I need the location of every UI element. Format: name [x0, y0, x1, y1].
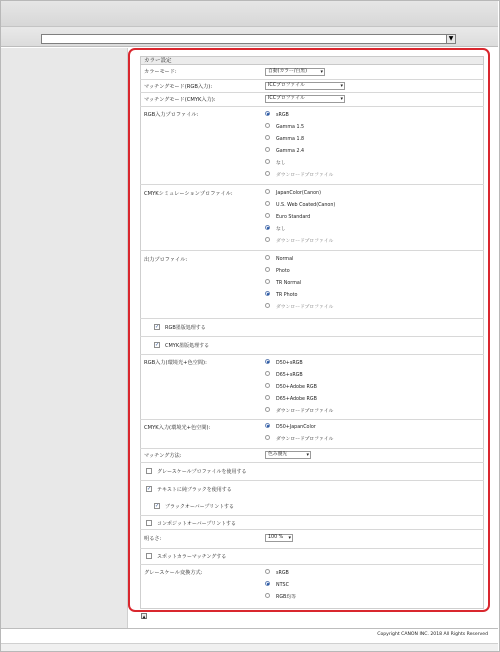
radio-option[interactable]: D65+Adobe RGB: [265, 396, 317, 403]
cmyk-sim-label: CMYKシミュレーションプロファイル:: [144, 191, 233, 197]
row-output-profile: [140, 250, 484, 314]
radio-icon: [265, 255, 270, 260]
radio-selected-icon: [265, 581, 270, 586]
row-cmyk-simulation: [140, 184, 484, 248]
matching-method-value: 色み優先: [268, 452, 288, 457]
radio-icon: [265, 267, 270, 272]
matching-cmyk-label: マッチングモード(CMYK入力):: [144, 97, 216, 103]
rgb-pure-black-checkbox[interactable]: ✓: [155, 324, 160, 330]
cmyk-input-env-label: CMYK入力(環境光+色空間):: [144, 425, 211, 431]
radio-option[interactable]: ダウンロードプロファイル: [265, 436, 333, 443]
radio-icon: [265, 383, 270, 388]
radio-option[interactable]: D50+Adobe RGB: [265, 384, 317, 391]
matching-rgb-label: マッチングモード(RGB入力):: [144, 84, 213, 90]
radio-option[interactable]: U.S. Web Coated(Canon): [265, 202, 335, 209]
radio-option[interactable]: ダウンロードプロファイル: [265, 238, 333, 245]
radio-option[interactable]: Gamma 2.4: [265, 148, 304, 155]
title-bar: [1, 1, 498, 27]
pure-black-text-label: テキストに純ブラックを使用する: [157, 487, 232, 493]
row-rgb-input-env: [140, 354, 484, 418]
radio-option[interactable]: なし: [265, 160, 286, 167]
row-matching-rgb: [140, 79, 484, 91]
radio-icon: [265, 303, 270, 308]
row-brightness: [140, 529, 484, 547]
radio-option[interactable]: ダウンロードプロファイル: [265, 172, 333, 179]
row-rgb-pure-black: [140, 318, 484, 335]
radio-icon: [265, 189, 270, 194]
row-spot-color: [140, 548, 484, 563]
row-pure-black-text: [140, 480, 484, 514]
status-bar: [1, 643, 498, 651]
radio-icon: [265, 171, 270, 176]
radio-option[interactable]: Gamma 1.5: [265, 124, 304, 131]
matching-cmyk-value: ICCプロファイル: [268, 96, 305, 101]
grayscale-profile-label: グレースケールプロファイルを使用する: [157, 469, 247, 475]
black-overprint-checkbox[interactable]: ✓: [155, 503, 160, 509]
radio-icon: [265, 123, 270, 128]
row-color-mode: [140, 66, 484, 78]
color-mode-value: 自動(カラー/白黒): [268, 69, 307, 74]
spot-color-label: スポットカラーマッチングする: [157, 554, 227, 560]
matching-method-label: マッチング方法:: [144, 453, 182, 459]
radio-option[interactable]: sRGB: [265, 112, 289, 119]
radio-icon: [265, 279, 270, 284]
radio-option[interactable]: TR Normal: [265, 280, 301, 287]
color-settings-panel: [128, 48, 490, 612]
radio-selected-icon: [265, 423, 270, 428]
black-overprint-label: ブラックオーバープリントする: [165, 504, 235, 510]
radio-option[interactable]: ダウンロードプロファイル: [265, 304, 333, 311]
spot-color-checkbox[interactable]: [146, 553, 152, 559]
matching-rgb-select[interactable]: [265, 82, 345, 90]
output-profile-label: 出力プロファイル:: [144, 257, 188, 263]
rgb-pure-black-label: RGB墨版処理する: [165, 325, 206, 331]
radio-option[interactable]: Normal: [265, 256, 293, 263]
radio-icon: [265, 213, 270, 218]
radio-option[interactable]: ダウンロードプロファイル: [265, 408, 333, 415]
copyright-text: Copyright CANON INC. 2018 All Rights Reserved: [377, 632, 488, 637]
radio-icon: [265, 371, 270, 376]
row-matching-method: [140, 448, 484, 461]
radio-option[interactable]: JapanColor(Canon): [265, 190, 321, 197]
grayscale-conversion-label: グレースケール変換方式:: [144, 570, 203, 576]
rgb-input-env-label: RGB入力(環境光+色空間):: [144, 360, 207, 366]
radio-option[interactable]: Euro Standard: [265, 214, 310, 221]
group-title: カラー設定: [140, 56, 484, 65]
radio-selected-icon: [265, 291, 270, 296]
pure-black-text-checkbox[interactable]: ✓: [147, 486, 152, 492]
radio-icon: [265, 569, 270, 574]
matching-rgb-value: ICCプロファイル: [268, 83, 305, 88]
footer: [1, 628, 498, 643]
radio-option[interactable]: Gamma 1.8: [265, 136, 304, 143]
radio-selected-icon: [265, 359, 270, 364]
radio-icon: [265, 159, 270, 164]
cmyk-pure-black-label: CMYK墨版処理する: [165, 343, 210, 349]
composite-overprint-label: コンポジットオーバープリントする: [157, 521, 237, 527]
row-cmyk-input-env: [140, 419, 484, 446]
grayscale-profile-checkbox[interactable]: [146, 468, 152, 474]
left-navigation-pane: [1, 48, 128, 628]
address-combo[interactable]: [41, 34, 456, 44]
radio-option[interactable]: RGB均等: [265, 594, 296, 601]
chevron-down-icon: ▾: [340, 96, 343, 102]
radio-option[interactable]: NTSC: [265, 582, 289, 589]
composite-overprint-checkbox[interactable]: [146, 520, 152, 526]
radio-option[interactable]: D65+sRGB: [265, 372, 303, 379]
radio-option[interactable]: D50+sRGB: [265, 360, 303, 367]
row-composite-overprint: [140, 515, 484, 528]
chevron-down-icon: ▾: [340, 83, 343, 89]
brightness-select[interactable]: [265, 534, 293, 542]
radio-icon: [265, 395, 270, 400]
radio-icon: [265, 135, 270, 140]
radio-option[interactable]: D50+JapanColor: [265, 424, 316, 431]
scroll-to-top-icon[interactable]: ▲: [142, 614, 146, 619]
radio-option[interactable]: Photo: [265, 268, 290, 275]
radio-selected-icon: [265, 225, 270, 230]
radio-icon: [265, 407, 270, 412]
brightness-label: 明るさ:: [144, 536, 162, 542]
chevron-down-icon: ▾: [306, 452, 309, 458]
radio-option[interactable]: sRGB: [265, 570, 289, 577]
radio-icon: [265, 201, 270, 206]
radio-icon: [265, 593, 270, 598]
chevron-down-icon: ▾: [288, 535, 291, 541]
matching-method-select[interactable]: [265, 451, 311, 459]
row-grayscale-conversion: [140, 564, 484, 608]
matching-cmyk-select[interactable]: [265, 95, 345, 103]
row-rgb-profile: [140, 106, 484, 182]
radio-option[interactable]: なし: [265, 226, 286, 233]
chevron-down-icon: ▾: [320, 69, 323, 75]
color-mode-label: カラーモード:: [144, 69, 177, 75]
rgb-profile-label: RGB入力プロファイル:: [144, 112, 199, 118]
dropdown-arrow-icon[interactable]: ▼: [446, 35, 455, 43]
row-cmyk-pure-black: [140, 336, 484, 353]
radio-icon: [265, 237, 270, 242]
color-mode-select[interactable]: [265, 68, 325, 76]
radio-icon: [265, 435, 270, 440]
brightness-value: 100 %: [268, 535, 284, 540]
row-matching-cmyk: [140, 92, 484, 104]
radio-icon: [265, 147, 270, 152]
row-grayscale-profile: [140, 462, 484, 479]
radio-selected-icon: [265, 111, 270, 116]
cmyk-pure-black-checkbox[interactable]: ✓: [155, 342, 160, 348]
radio-option[interactable]: TR Photo: [265, 292, 297, 299]
